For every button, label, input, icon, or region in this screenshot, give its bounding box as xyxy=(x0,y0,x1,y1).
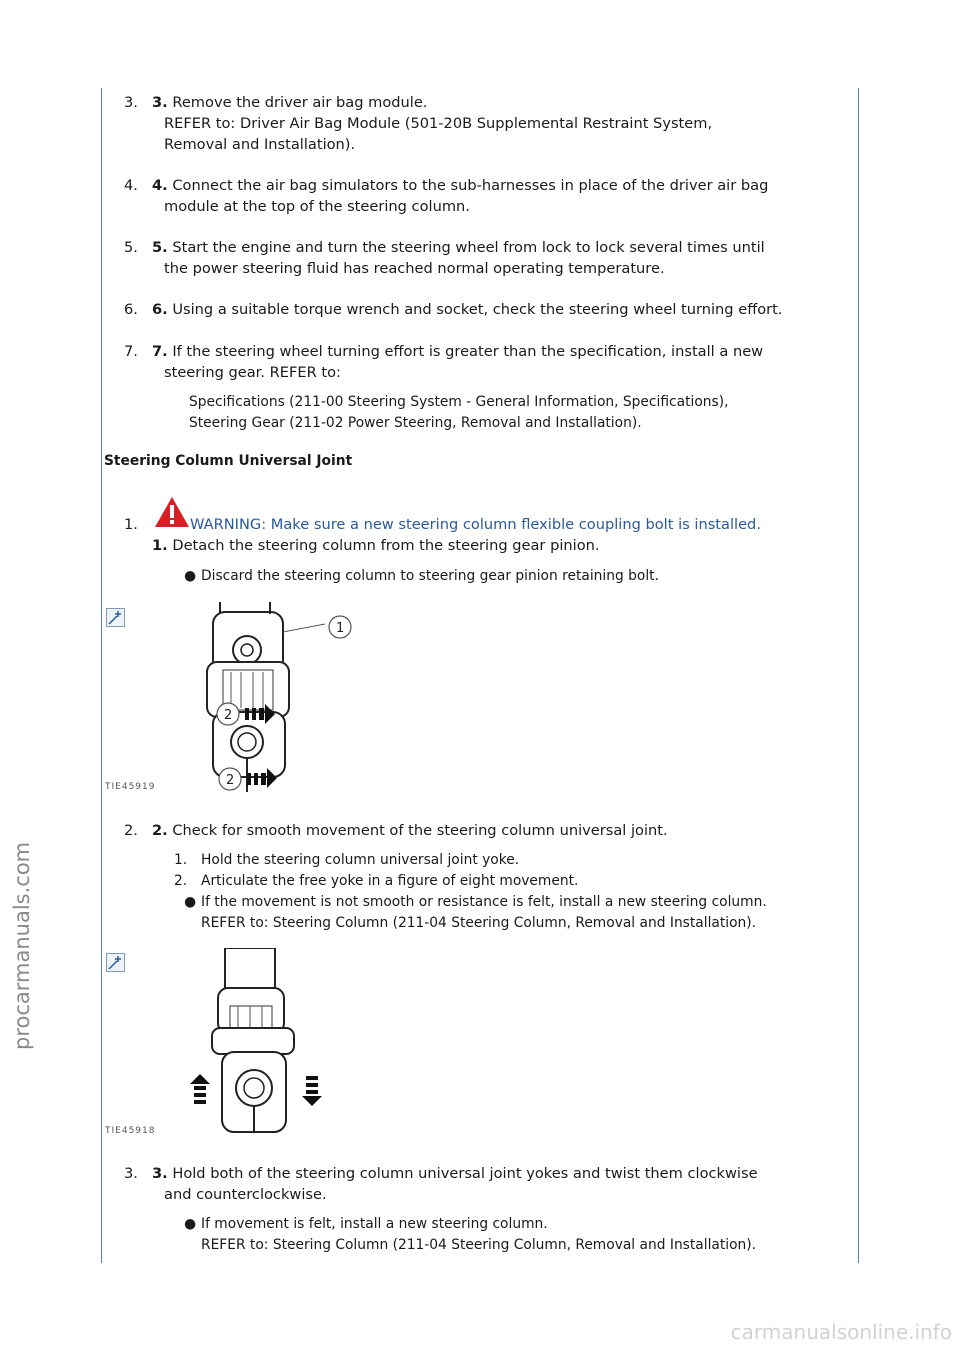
figure-code: TIE45918 xyxy=(105,1126,156,1136)
step-number: 5. xyxy=(124,239,138,256)
step-number: 6. xyxy=(124,301,138,318)
ordered-list xyxy=(174,850,578,892)
list-item: 1. Hold the steering column universal joint yoke. xyxy=(174,852,520,868)
zoom-plus-icon[interactable] xyxy=(106,608,125,627)
zoom-plus-icon[interactable] xyxy=(106,953,125,972)
figure-universal-joint-check xyxy=(180,948,340,1138)
step7-references xyxy=(189,392,728,434)
callout-2a: 2 xyxy=(224,708,233,723)
bullet-text: If movement is felt, install a new steering column. xyxy=(201,1216,548,1232)
step-number: 2. xyxy=(124,822,138,839)
step-text: Detach the steering column from the steering gear pinion. xyxy=(167,537,600,554)
step-text: Connect the air bag simulators to the sub-harnesses in place of the driver air bag xyxy=(167,177,769,194)
left-margin-rule xyxy=(101,88,102,1263)
step-number: 1. xyxy=(124,516,138,533)
step-bold-number: 1. xyxy=(152,537,168,554)
step-number: 4. xyxy=(124,177,138,194)
step-text: If the steering wheel turning effort is greater than the specification, install a new xyxy=(167,343,764,360)
step-number: 3. xyxy=(124,1165,138,1182)
step-bold-number: 3. xyxy=(152,1165,168,1182)
step-bold-number: 4. xyxy=(152,177,168,194)
step-bold-number: 5. xyxy=(152,239,168,256)
step-text: Hold both of the steering column universal joint yokes and twist them clockwise xyxy=(167,1165,758,1182)
step-bold-number: 6. xyxy=(152,301,168,318)
step-cont-line: the power steering fluid has reached normal operating temperature. xyxy=(164,260,665,277)
callout-2b: 2 xyxy=(226,773,235,788)
bullet-text: Discard the steering column to steering gear pinion retaining bolt. xyxy=(201,568,659,584)
step-bold-number: 2. xyxy=(152,822,168,839)
step-text: Start the engine and turn the steering wheel from lock to lock several times until xyxy=(167,239,765,256)
bullet-item: ● Discard the steering column to steering gear pinion retaining bolt. xyxy=(184,568,659,584)
bullet-item: ● If the movement is not smooth or resistance is felt, install a new steering column. REFER to: Steering Column (211-04 Steering Column, Removal and Installation). xyxy=(201,892,767,934)
step-number: 3. xyxy=(124,94,138,111)
bullet-item: ● If movement is felt, install a new steering column. REFER to: Steering Column (211-04 Steering Column, Removal and Installation). xyxy=(201,1214,756,1256)
bullet-text: If the movement is not smooth or resistance is felt, install a new steering column. xyxy=(201,894,767,910)
figure-code: TIE45919 xyxy=(105,782,156,792)
step-cont-line: REFER to: Driver Air Bag Module (501-20B Supplemental Restraint System, xyxy=(164,115,713,132)
step-text: Check for smooth movement of the steering column universal joint. xyxy=(167,822,668,839)
step-cont-line: and counterclockwise. xyxy=(164,1186,327,1203)
side-watermark: procarmanuals.com xyxy=(10,841,34,1050)
figure-universal-joint-detach xyxy=(195,602,370,797)
reference-link[interactable]: Specifications (211-00 Steering System - General Information, Specifications), xyxy=(189,394,729,410)
callout-1: 1 xyxy=(336,621,345,636)
footer-watermark: carmanualsonline.info xyxy=(730,1320,952,1344)
step-text: Remove the driver air bag module. xyxy=(167,94,428,111)
step-cont-line: module at the top of the steering column. xyxy=(164,198,470,215)
step-bold-number: 3. xyxy=(152,94,168,111)
section-heading: Steering Column Universal Joint xyxy=(104,453,353,469)
reference-link[interactable]: REFER to: Steering Column (211-04 Steering Column, Removal and Installation). xyxy=(201,1237,757,1253)
step-cont-line: steering gear. REFER to: xyxy=(164,364,341,381)
step-cont-line: Removal and Installation). xyxy=(164,136,356,153)
warning-text: WARNING: Make sure a new steering column flexible coupling bolt is installed. xyxy=(190,516,761,533)
step-text: Using a suitable torque wrench and socket, check the steering wheel turning effort. xyxy=(167,301,783,318)
warning-triangle-icon xyxy=(154,496,190,534)
reference-link[interactable]: Steering Gear (211-02 Power Steering, Removal and Installation). xyxy=(189,415,642,431)
reference-link[interactable]: REFER to: Steering Column (211-04 Steering Column, Removal and Installation). xyxy=(201,915,757,931)
step-bold-number: 7. xyxy=(152,343,168,360)
step-number: 7. xyxy=(124,343,138,360)
list-item: 2. Articulate the free yoke in a figure of eight movement. xyxy=(174,873,579,889)
